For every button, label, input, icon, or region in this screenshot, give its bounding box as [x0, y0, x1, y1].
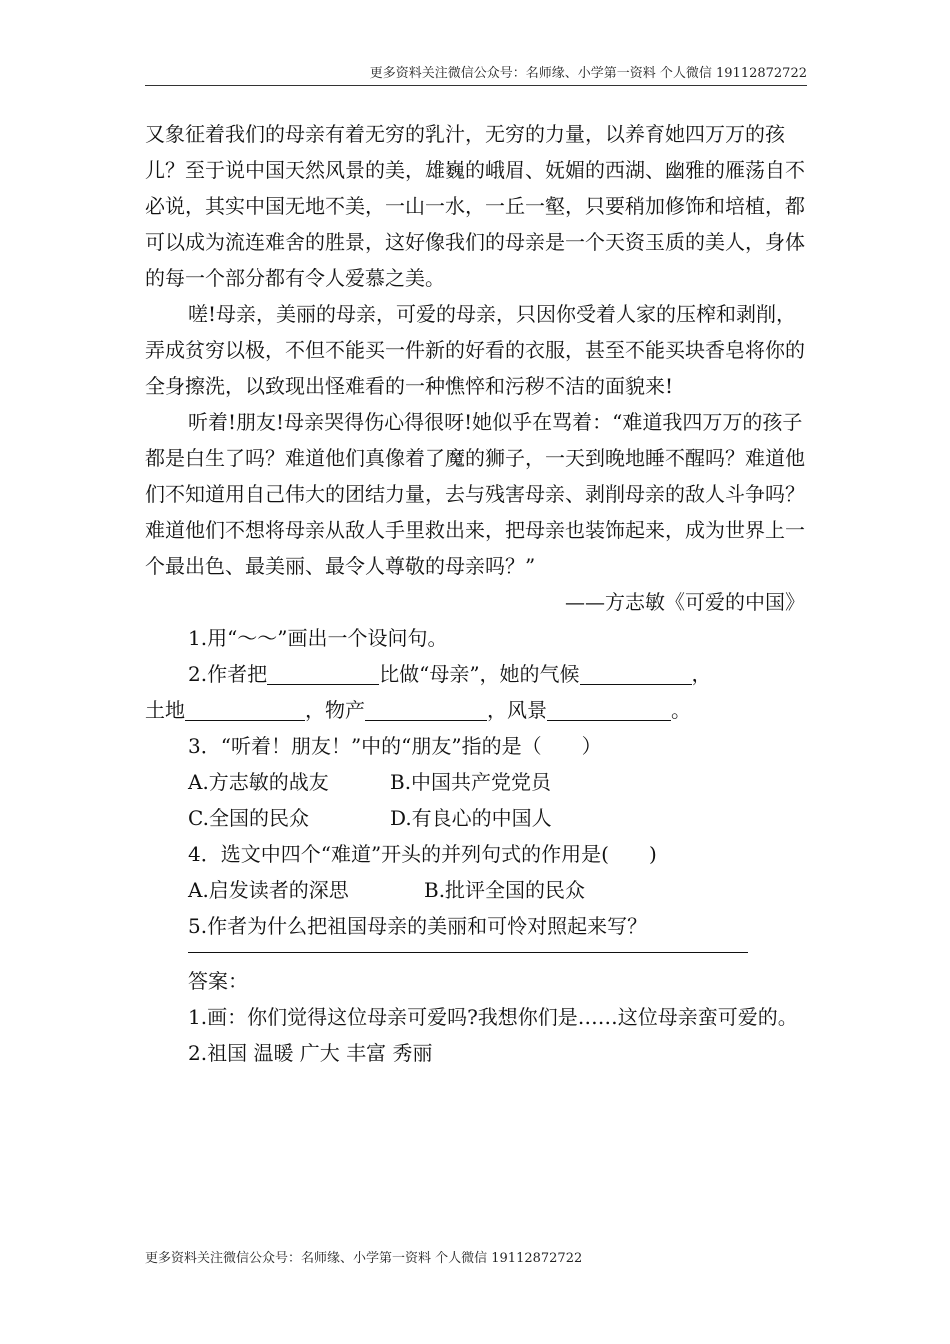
question-5: 5.作者为什么把祖国母亲的美丽和可怜对照起来写？ — [188, 914, 648, 938]
question-2-line-2 — [145, 692, 807, 728]
option-c[interactable]: C.全国的民众 — [188, 806, 309, 830]
passage-paragraph-3: 听着!朋友!母亲哭得伤心得很呀!她似乎在骂着：“难道我四万万的孩子都是白生了吗？难道他们真像着了魔的狮子，一天到晚地睡不醒吗？难道他们不知道用自己伟大的团结力量，去与残害母亲、剥削母亲的敌人斗争吗？难道他们不想将母亲从敌人手里救出来，把母亲也装饰起来，成为世界上一个最出色、最美丽、最令人尊敬的母亲吗？” — [145, 410, 805, 578]
option-b[interactable]: B.批评全国的民众 — [424, 878, 586, 902]
option-b[interactable]: B.中国共产党党员 — [390, 770, 552, 794]
question-3-options-row-2 — [145, 800, 807, 836]
answer-1: 1.画：你们觉得这位母亲可爱吗?我想你们是……这位母亲蛮可爱的。 — [188, 1005, 798, 1029]
question-2-text-c: ， — [691, 662, 712, 686]
blank-field[interactable] — [365, 698, 487, 721]
option-a[interactable]: A.方志敏的战友 — [188, 770, 329, 794]
blank-field[interactable] — [185, 698, 305, 721]
answer-line[interactable] — [188, 952, 748, 953]
question-2-text-b: 比做“母亲”，她的气候 — [379, 662, 580, 686]
passage-paragraph-1: 又象征着我们的母亲有着无穷的乳汁，无穷的力量，以养育她四万万的孩儿？至于说中国天然风景的美，雄巍的峨眉、妩媚的西湖、幽雅的雁荡自不必说，其实中国无地不美，一山一水，一丘一壑，只要稍加修饰和培植，都可以成为流连难舍的胜景，这好像我们的母亲是一个天资玉质的美人，身体的每一个部分都有令人爱慕之美。 — [145, 122, 805, 290]
blank-field[interactable] — [580, 662, 692, 685]
question-2-text-e: ，物产 — [305, 698, 365, 722]
blank-field[interactable] — [547, 698, 671, 721]
document-body — [145, 116, 807, 1071]
question-1: 1.用“～～”画出一个设问句。 — [188, 626, 448, 650]
page-header: 更多资料关注微信公众号：名师缘、小学第一资料 个人微信 19112872722 — [369, 66, 807, 81]
question-2-text-f: ，风景 — [487, 698, 547, 722]
option-d[interactable]: D.有良心的中国人 — [390, 806, 552, 830]
passage-attribution: ——方志敏《可爱的中国》 — [565, 590, 805, 614]
header-divider — [145, 85, 807, 86]
question-3-options-row-1 — [145, 764, 807, 800]
answers-heading: 答案： — [188, 969, 248, 993]
blank-field[interactable] — [267, 662, 379, 685]
question-2-line-1 — [145, 656, 807, 692]
passage-paragraph-2: 嗟!母亲，美丽的母亲，可爱的母亲，只因你受着人家的压榨和剥削，弄成贫穷以极，不但不能买一件新的好看的衣服，甚至不能买块香皂将你的全身擦洗，以致现出怪难看的一种憔悴和污秽不洁的面貌来! — [145, 302, 805, 398]
question-2-text-d: 土地 — [145, 698, 185, 722]
question-4-stem: 4．选文中四个“难道”开头的并列句式的作用是( ) — [188, 842, 657, 866]
question-2-text-g: 。 — [671, 698, 691, 722]
answer-2: 2.祖国 温暖 广大 丰富 秀丽 — [188, 1041, 433, 1065]
page-footer: 更多资料关注微信公众号：名师缘、小学第一资料 个人微信 19112872722 — [145, 1251, 583, 1266]
question-3-stem: 3．“听着！朋友！”中的“朋友”指的是（ ） — [188, 734, 602, 758]
question-4-options-row — [145, 872, 807, 908]
option-a[interactable]: A.启发读者的深思 — [188, 878, 349, 902]
question-2-text-a: 2.作者把 — [188, 662, 268, 686]
